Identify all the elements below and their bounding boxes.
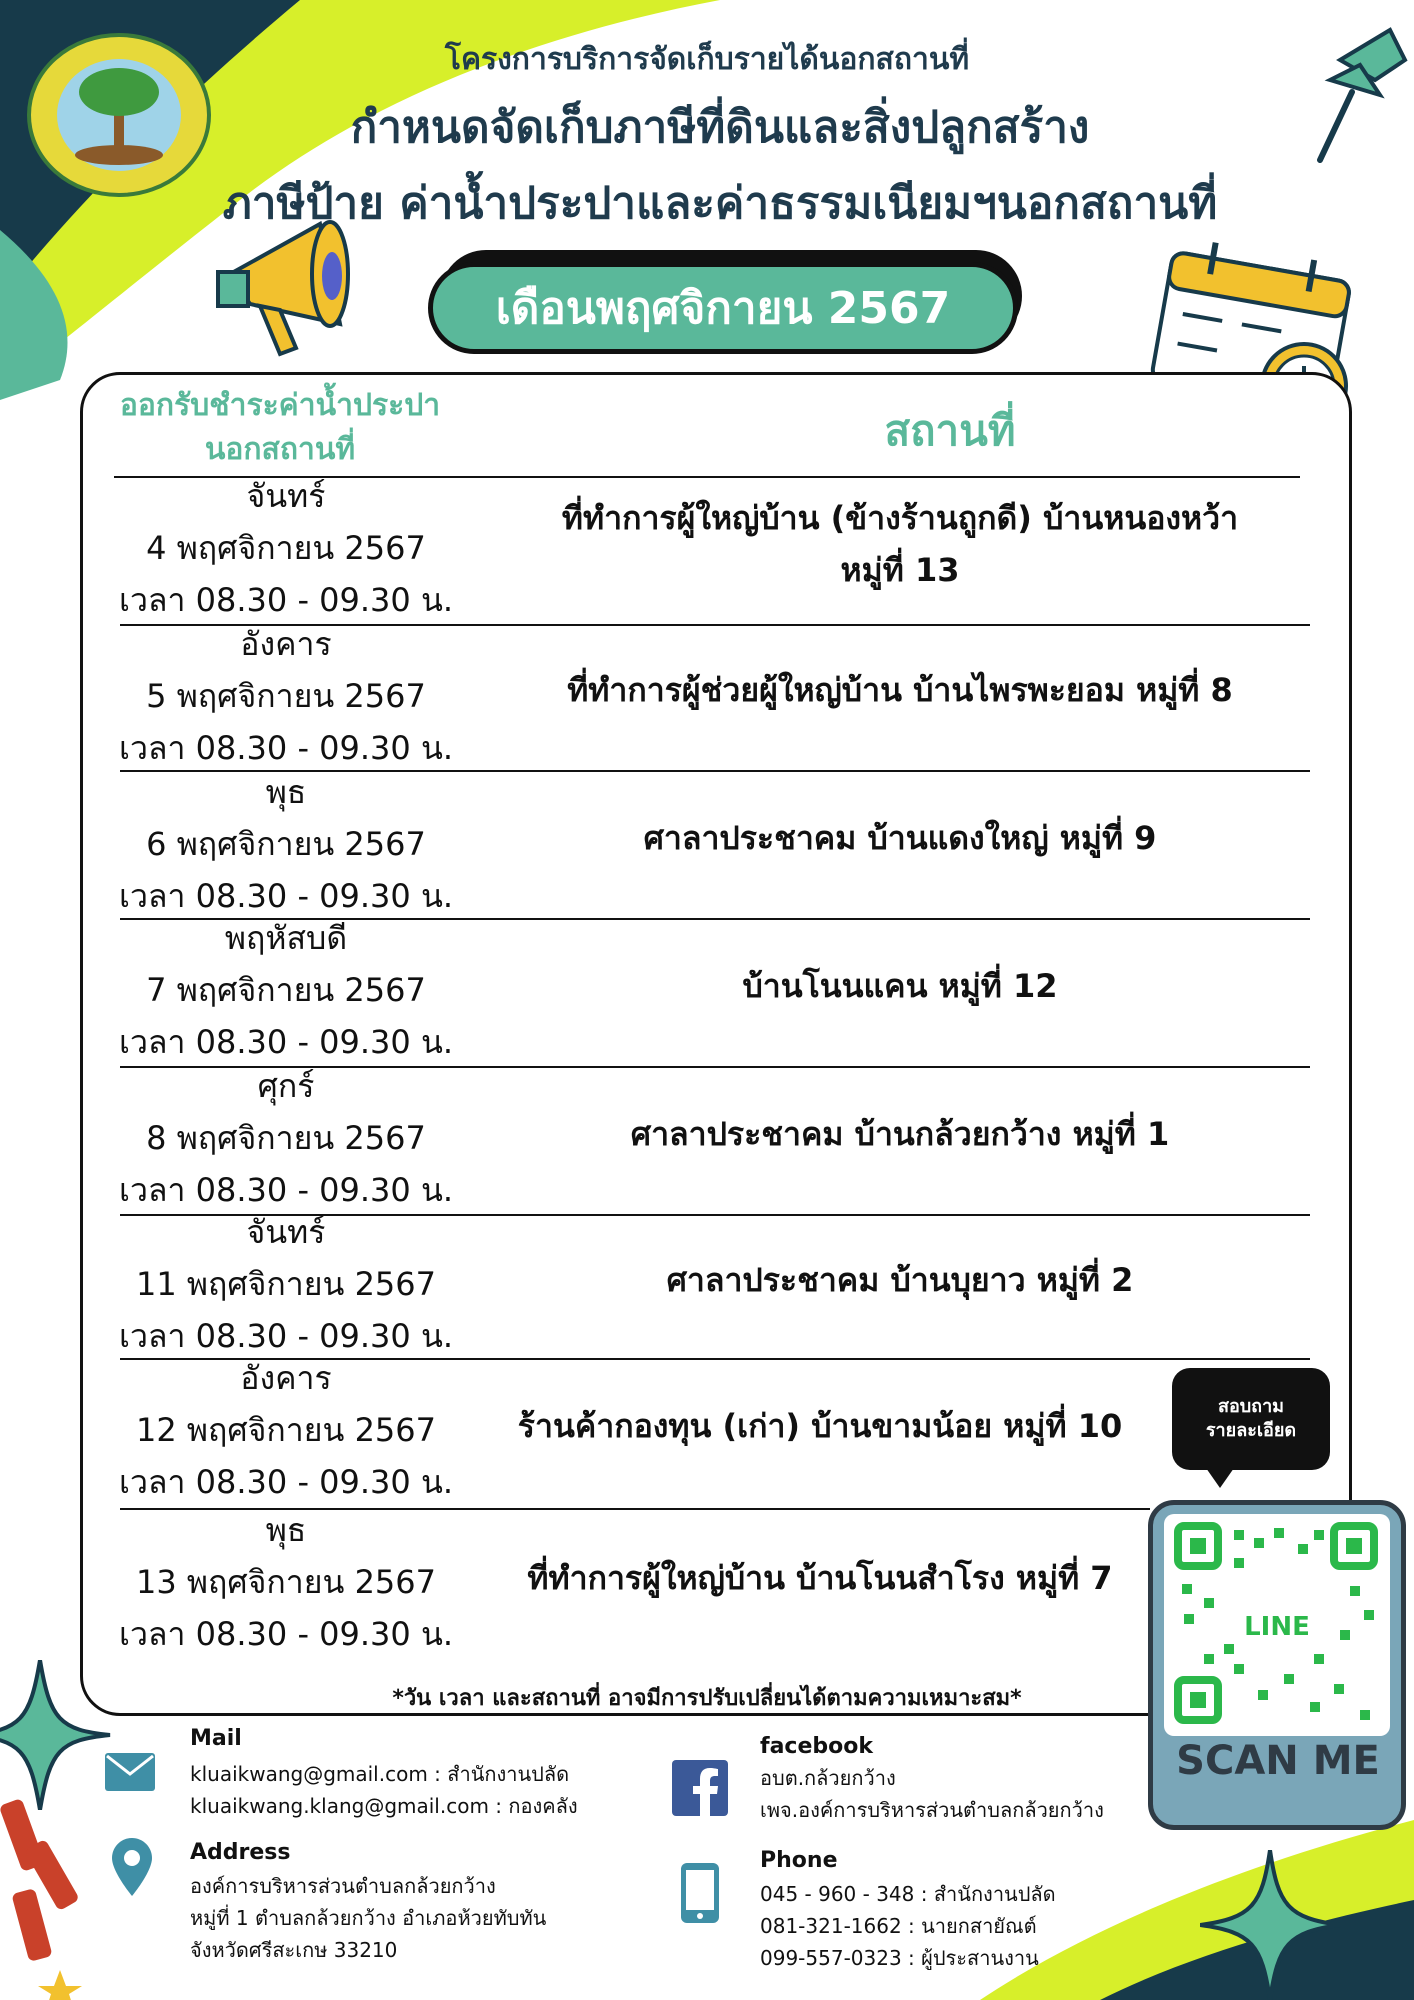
row-place-line1: ร้านค้ากองทุน (เก่า) บ้านขามน้อย หมู่ที่ 10 bbox=[517, 1407, 1123, 1445]
table-row-date bbox=[96, 912, 476, 1068]
mail-heading: Mail bbox=[190, 1726, 242, 1751]
facebook-heading: facebook bbox=[760, 1734, 873, 1759]
bubble-line2: รายละเอียด bbox=[1205, 1420, 1297, 1441]
table-row-place bbox=[520, 492, 1280, 596]
inquiry-bubble bbox=[1172, 1368, 1330, 1470]
row-day: พฤหัสบดี bbox=[224, 919, 348, 957]
project-subtitle: โครงการบริการจัดเก็บรายได้นอกสถานที่ bbox=[444, 42, 970, 77]
table-row-place bbox=[520, 1254, 1280, 1306]
row-day: พุธ bbox=[265, 773, 307, 811]
row-day: พุธ bbox=[265, 1511, 307, 1549]
row-date: 5 พฤศจิกายน 2567 bbox=[146, 677, 426, 715]
row-date: 6 พฤศจิกายน 2567 bbox=[146, 825, 426, 863]
row-date: 11 พฤศจิกายน 2567 bbox=[136, 1265, 436, 1303]
row-date: 4 พฤศจิกายน 2567 bbox=[146, 529, 426, 567]
row-time: เวลา 08.30 - 09.30 น. bbox=[119, 581, 453, 619]
row-time: เวลา 08.30 - 09.30 น. bbox=[119, 1171, 453, 1209]
address-heading: Address bbox=[190, 1840, 291, 1865]
row-day: ศุกร์ bbox=[257, 1067, 315, 1105]
table-row-date bbox=[96, 618, 476, 774]
phone-number-1[interactable]: 045 - 960 - 348 : สำนักงานปลัด bbox=[760, 1882, 1056, 1906]
row-day: อังคาร bbox=[240, 625, 332, 663]
phone-block bbox=[760, 1878, 1150, 1974]
row-place-line1: ที่ทำการผู้ช่วยผู้ใหญ่บ้าน บ้านไพรพะยอม หมู่ที่ 8 bbox=[567, 671, 1233, 709]
table-row-date bbox=[96, 1206, 476, 1362]
column-header-payment bbox=[100, 384, 460, 472]
row-date: 12 พฤศจิกายน 2567 bbox=[136, 1411, 436, 1449]
phone-number-3[interactable]: 099-557-0323 : ผู้ประสานงาน bbox=[760, 1946, 1039, 1970]
page-title-line1: กำหนดจัดเก็บภาษีที่ดินและสิ่งปลูกสร้าง bbox=[350, 102, 1090, 153]
row-date: 7 พฤศจิกายน 2567 bbox=[146, 971, 426, 1009]
scan-me-label: SCAN ME bbox=[1176, 1738, 1380, 1784]
address-line-3: จังหวัดศรีสะเกษ 33210 bbox=[190, 1938, 398, 1962]
row-place-line1: ศาลาประชาคม บ้านบุยาว หมู่ที่ 2 bbox=[666, 1261, 1134, 1299]
row-time: เวลา 08.30 - 09.30 น. bbox=[119, 1615, 453, 1653]
row-time: เวลา 08.30 - 09.30 น. bbox=[119, 729, 453, 767]
table-row-date bbox=[96, 470, 476, 626]
row-place-line1: ศาลาประชาคม บ้านกล้วยกว้าง หมู่ที่ 1 bbox=[630, 1115, 1170, 1153]
table-row-place bbox=[520, 1108, 1280, 1160]
location-pin-icon bbox=[112, 1838, 152, 1898]
address-block bbox=[190, 1870, 670, 1966]
table-row-date bbox=[96, 1060, 476, 1216]
table-row-place bbox=[520, 812, 1280, 864]
row-date: 8 พฤศจิกายน 2567 bbox=[146, 1119, 426, 1157]
row-place-line1: บ้านโนนแคน หมู่ที่ 12 bbox=[742, 967, 1058, 1005]
row-time: เวลา 08.30 - 09.30 น. bbox=[119, 1023, 453, 1061]
table-row-place bbox=[500, 1400, 1140, 1452]
column-header-payment-line2: นอกสถานที่ bbox=[204, 432, 356, 467]
mail-address-2[interactable]: kluaikwang.klang@gmail.com : กองคลัง bbox=[190, 1794, 578, 1818]
phone-icon bbox=[680, 1862, 720, 1924]
row-day: อังคาร bbox=[240, 1359, 332, 1397]
facebook-block bbox=[760, 1762, 1150, 1826]
table-row-date bbox=[96, 766, 476, 922]
mail-list bbox=[190, 1758, 670, 1822]
row-time: เวลา 08.30 - 09.30 น. bbox=[119, 1463, 453, 1501]
column-header-payment-line1: ออกรับชำระค่าน้ำประปา bbox=[119, 388, 441, 423]
column-header-location: สถานที่ bbox=[884, 406, 1016, 455]
row-place-line1: ศาลาประชาคม บ้านแดงใหญ่ หมู่ที่ 9 bbox=[643, 819, 1157, 857]
row-place-line2: หมู่ที่ 13 bbox=[840, 551, 960, 589]
address-line-2: หมู่ที่ 1 ตำบลกล้วยกว้าง อำเภอห้วยทับทัน bbox=[190, 1906, 547, 1930]
facebook-link-1[interactable]: อบต.กล้วยกว้าง bbox=[760, 1766, 896, 1790]
row-place-line1: ที่ทำการผู้ใหญ่บ้าน (ข้างร้านถูกดี) บ้านหนองหว้า bbox=[561, 499, 1239, 537]
mail-icon bbox=[104, 1752, 156, 1792]
row-day: จันทร์ bbox=[246, 477, 326, 515]
month-label: เดือนพฤศจิกายน 2567 bbox=[428, 262, 1018, 354]
bubble-line1: สอบถาม bbox=[1217, 1396, 1285, 1417]
sparkle-icon bbox=[1200, 1850, 1340, 2000]
row-place-line1: ที่ทำการผู้ใหญ่บ้าน บ้านโนนสำโรง หมู่ที่ 7 bbox=[527, 1559, 1113, 1597]
row-time: เวลา 08.30 - 09.30 น. bbox=[119, 1317, 453, 1355]
row-time: เวลา 08.30 - 09.30 น. bbox=[119, 877, 453, 915]
firecracker-icon bbox=[0, 1780, 110, 2000]
address-line-1: องค์การบริหารส่วนตำบลกล้วยกว้าง bbox=[190, 1874, 496, 1898]
table-row-date bbox=[96, 1352, 476, 1508]
phone-heading: Phone bbox=[760, 1848, 838, 1873]
mail-address-1[interactable]: kluaikwang@gmail.com : สำนักงานปลัด bbox=[190, 1762, 570, 1786]
table-row-place bbox=[520, 960, 1280, 1012]
table-row-date bbox=[96, 1504, 476, 1660]
page-title-line2: ภาษีป้าย ค่าน้ำประปาและค่าธรรมเนียมฯนอกสถานที่ bbox=[222, 178, 1218, 229]
facebook-link-2[interactable]: เพจ.องค์การบริหารส่วนตำบลกล้วยกว้าง bbox=[760, 1798, 1104, 1822]
table-row-place bbox=[520, 664, 1280, 716]
line-label: LINE bbox=[1234, 1612, 1320, 1642]
schedule-note: *วัน เวลา และสถานที่ อาจมีการปรับเปลี่ยนได้ตามความเหมาะสม* bbox=[392, 1686, 1022, 1711]
table-row-place bbox=[500, 1552, 1140, 1604]
row-date: 13 พฤศจิกายน 2567 bbox=[136, 1563, 436, 1601]
phone-number-2[interactable]: 081-321-1662 : นายกสายัณต์ bbox=[760, 1914, 1037, 1938]
row-day: จันทร์ bbox=[246, 1213, 326, 1251]
facebook-icon[interactable] bbox=[672, 1760, 728, 1816]
bubble-tail bbox=[1206, 1468, 1234, 1488]
